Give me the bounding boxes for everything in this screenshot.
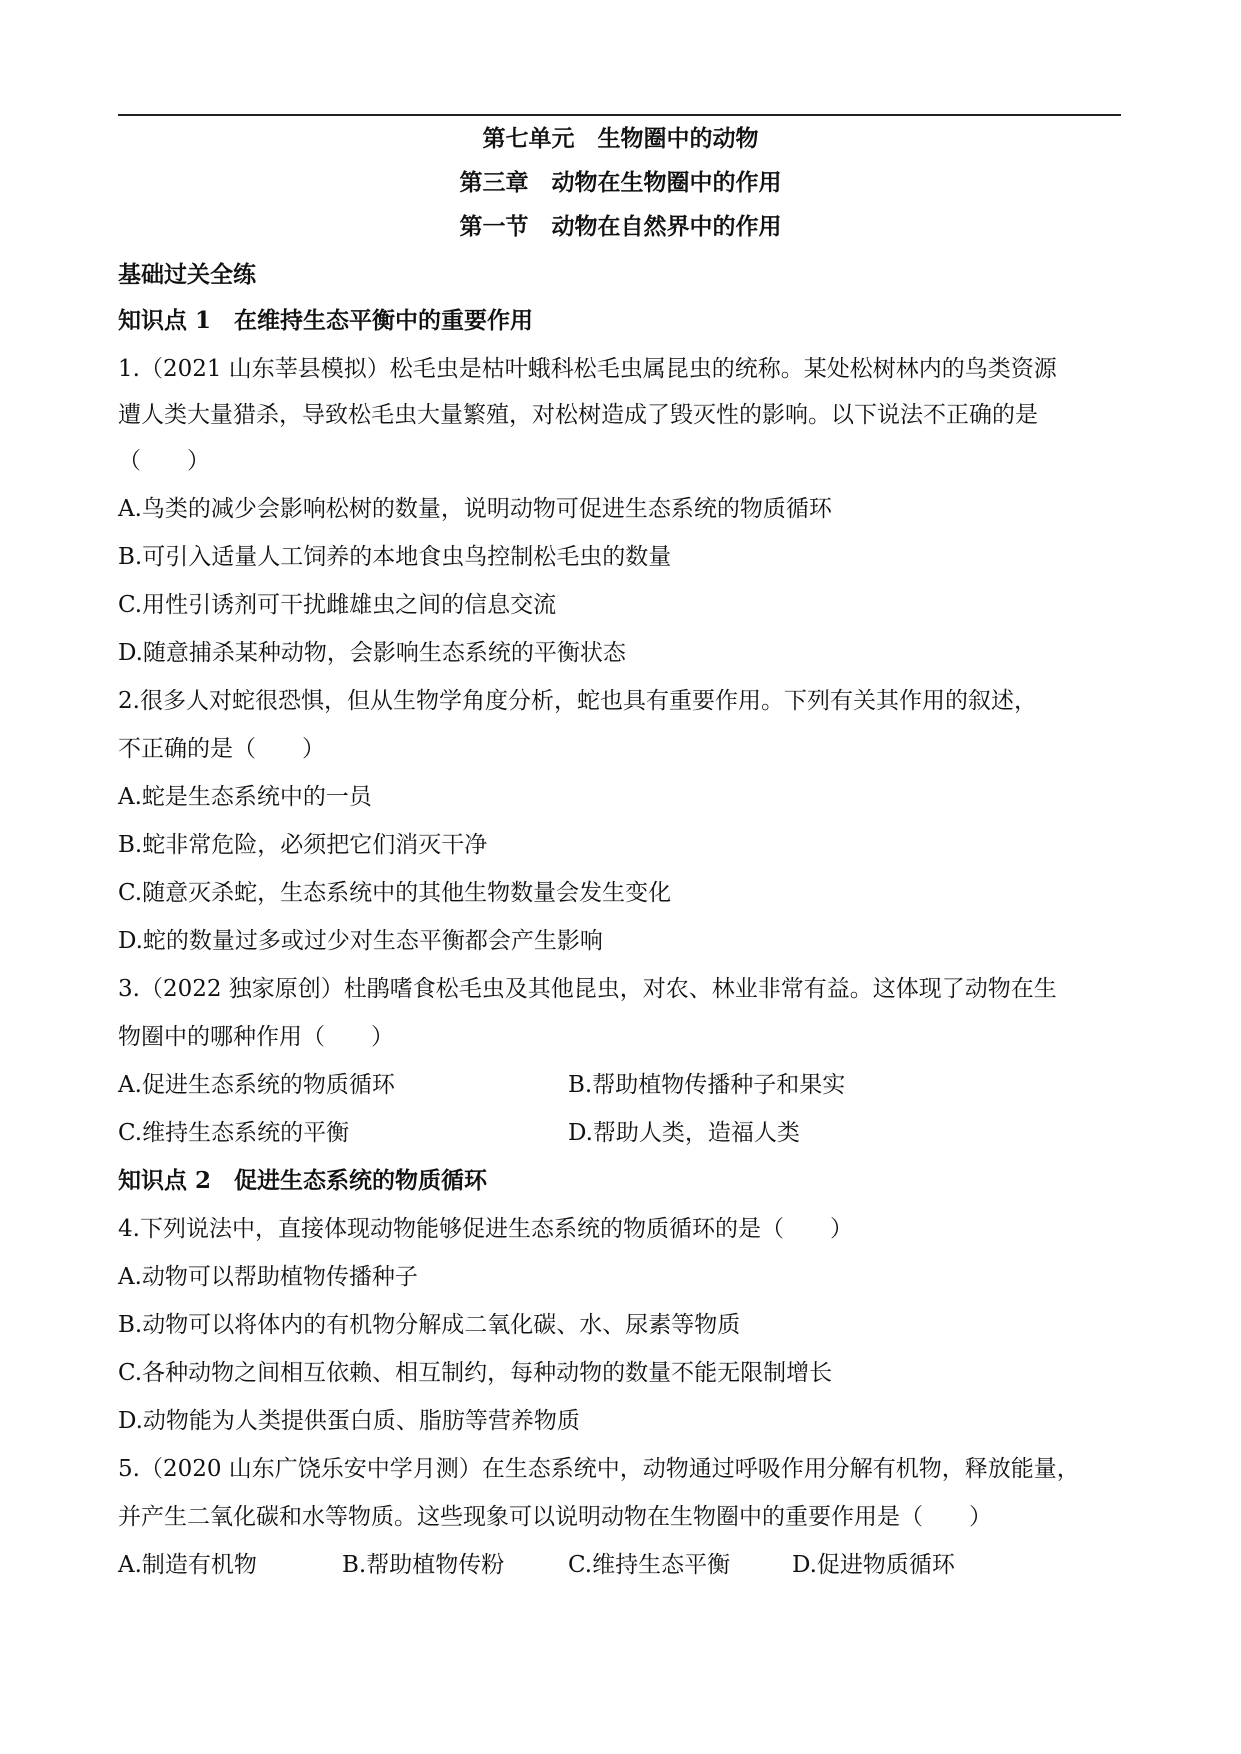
- q1-option-a: A.鸟类的减少会影响松树的数量，说明动物可促进生态系统的物质循环: [118, 496, 832, 522]
- q1-option-b: B.可引入适量人工饲养的本地食虫鸟控制松毛虫的数量: [118, 544, 672, 570]
- q1-answer-blank: （ ）: [118, 448, 210, 474]
- q5-option-c: C.维持生态平衡: [568, 1552, 731, 1578]
- q1-stem-line1: 1.（2021 山东莘县模拟）松毛虫是枯叶蛾科松毛虫属昆虫的统称。某处松树林内的鸟类资源: [118, 356, 1057, 382]
- q2-stem-line1: 2.很多人对蛇很恐惧，但从生物学角度分析，蛇也具有重要作用。下列有关其作用的叙述，: [118, 688, 1037, 714]
- q5-option-d: D.促进物质循环: [792, 1552, 955, 1578]
- unit-title: 第七单元 生物圈中的动物: [482, 125, 759, 152]
- section-title: 第一节 动物在自然界中的作用: [459, 213, 782, 240]
- q3-option-c: C.维持生态系统的平衡: [118, 1120, 350, 1146]
- q1-stem-line2: 遭人类大量猎杀，导致松毛虫大量繁殖，对松树造成了毁灭性的影响。以下说法不正确的是: [118, 402, 1038, 428]
- q4-option-a: A.动物可以帮助植物传播种子: [118, 1264, 418, 1290]
- q2-option-a: A.蛇是生态系统中的一员: [118, 784, 372, 810]
- chapter-title: 第三章 动物在生物圈中的作用: [459, 169, 782, 196]
- q4-option-b: B.动物可以将体内的有机物分解成二氧化碳、水、尿素等物质: [118, 1312, 741, 1338]
- practice-title: 基础过关全练: [118, 261, 256, 288]
- q1-option-d: D.随意捕杀某种动物，会影响生态系统的平衡状态: [118, 640, 626, 666]
- q5-option-a: A.制造有机物: [118, 1552, 257, 1578]
- q3-option-b: B.帮助植物传播种子和果实: [568, 1072, 846, 1098]
- q4-option-c: C.各种动物之间相互依赖、相互制约，每种动物的数量不能无限制增长: [118, 1360, 833, 1386]
- q1-option-c: C.用性引诱剂可干扰雌雄虫之间的信息交流: [118, 592, 557, 618]
- q4-option-d: D.动物能为人类提供蛋白质、脂肪等营养物质: [118, 1408, 580, 1434]
- q5-stem-line2: 并产生二氧化碳和水等物质。这些现象可以说明动物在生物圈中的重要作用是（ ）: [118, 1504, 992, 1530]
- q5-stem-line1: 5.（2020 山东广饶乐安中学月测）在生态系统中，动物通过呼吸作用分解有机物，释放能量，: [118, 1456, 1080, 1482]
- q2-option-b: B.蛇非常危险，必须把它们消灭干净: [118, 832, 488, 858]
- q2-stem-line2: 不正确的是（ ）: [118, 736, 325, 762]
- q3-option-a: A.促进生态系统的物质循环: [118, 1072, 395, 1098]
- q5-option-b: B.帮助植物传粉: [342, 1552, 505, 1578]
- header-rule: [118, 114, 1121, 116]
- knowledge-point-1: 知识点 1 在维持生态平衡中的重要作用: [118, 307, 534, 334]
- q3-stem-line2: 物圈中的哪种作用（ ）: [118, 1024, 394, 1050]
- q2-option-d: D.蛇的数量过多或过少对生态平衡都会产生影响: [118, 928, 603, 954]
- q2-option-c: C.随意灭杀蛇，生态系统中的其他生物数量会发生变化: [118, 880, 672, 906]
- knowledge-point-2: 知识点 2 促进生态系统的物质循环: [118, 1167, 488, 1194]
- q4-stem-line1: 4.下列说法中，直接体现动物能够促进生态系统的物质循环的是（ ）: [118, 1216, 853, 1242]
- q3-stem-line1: 3.（2022 独家原创）杜鹃嗜食松毛虫及其他昆虫，对农、林业非常有益。这体现了动物在生: [118, 976, 1057, 1002]
- q3-option-d: D.帮助人类，造福人类: [568, 1120, 800, 1146]
